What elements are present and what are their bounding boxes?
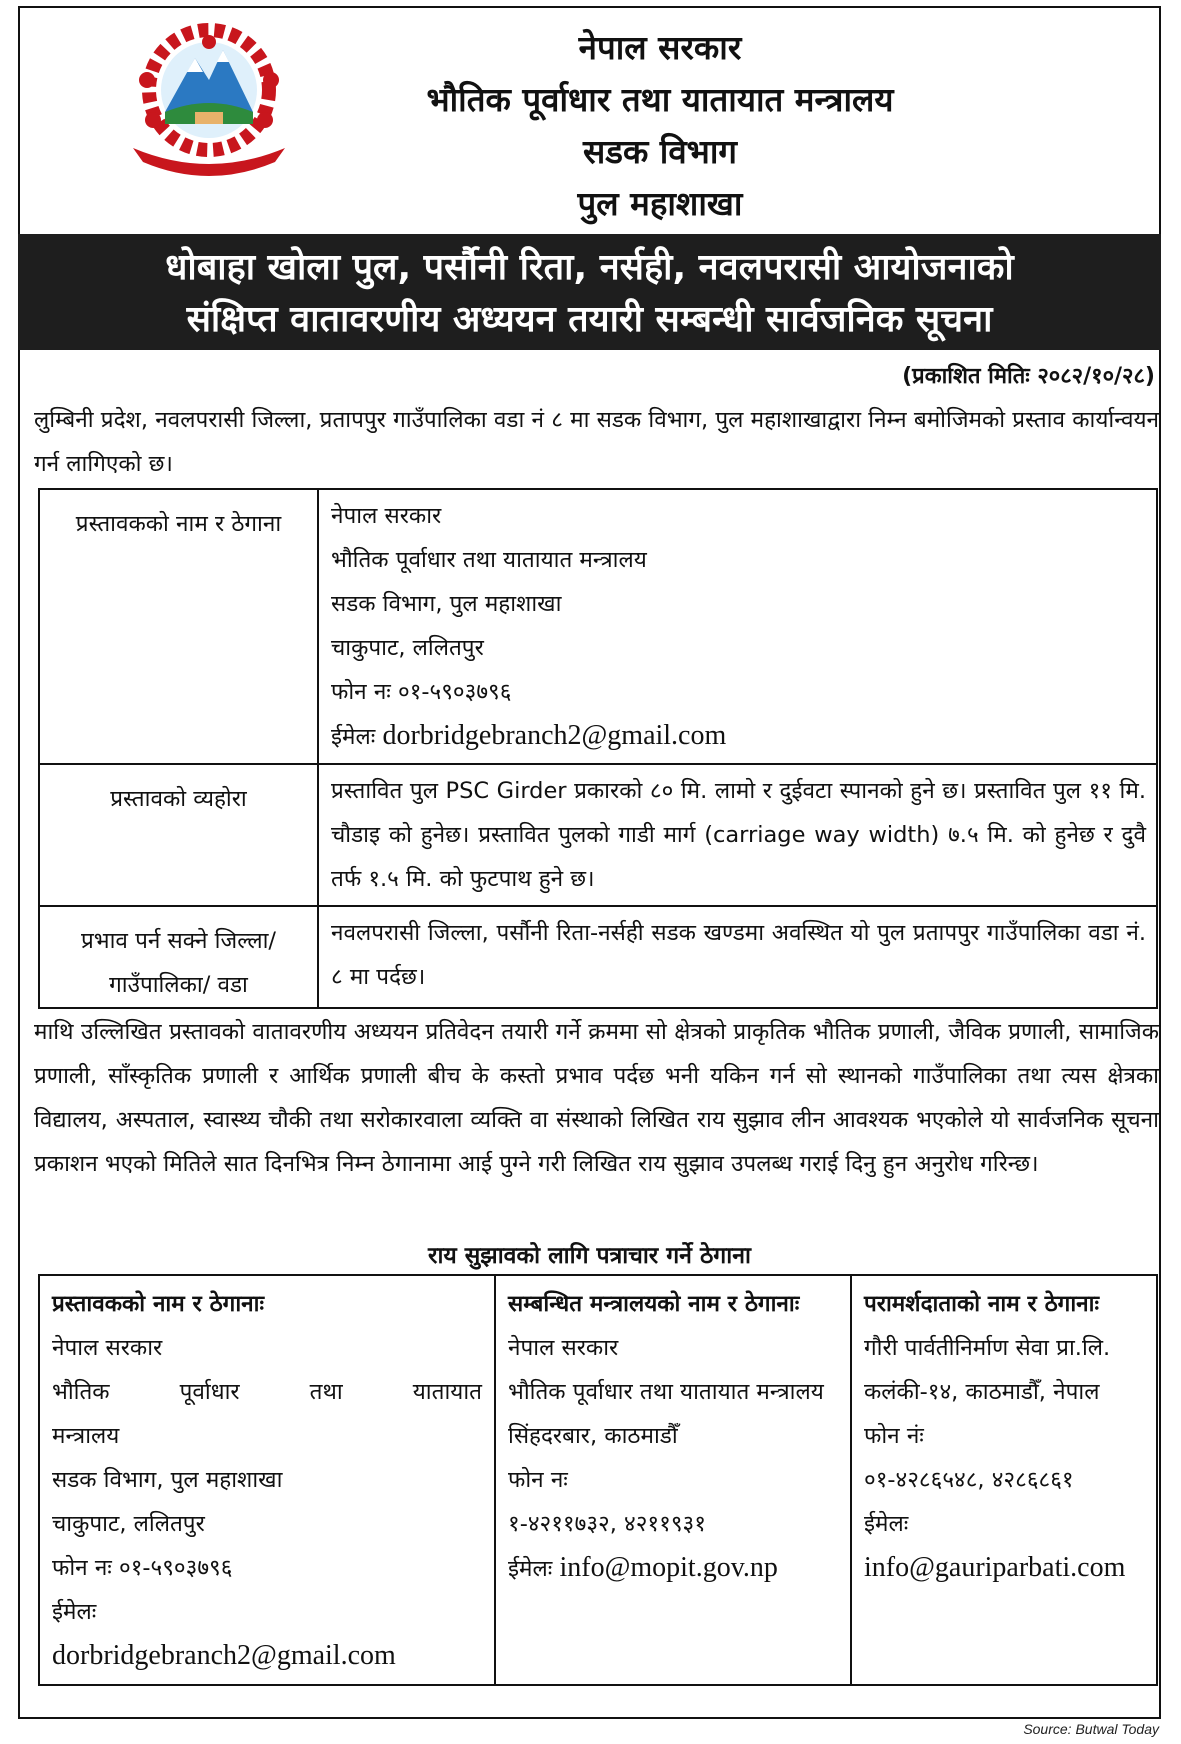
address-line: कलंकी-१४, काठमाडौँ, नेपाल (864, 1379, 1100, 1405)
proposal-info-table (38, 488, 1158, 1009)
header-government: नेपाल सरकार (578, 28, 742, 67)
email-label: ईमेलः (331, 724, 376, 750)
email-label: ईमेलः (864, 1511, 909, 1537)
affected-area-label-line-2: गाउँपालिका/ वडा (109, 972, 248, 998)
table-row (39, 906, 1157, 1008)
header-department: सडक विभाग (582, 132, 738, 171)
header-ministry: भौतिक पूर्वाधार तथा यातायात मन्त्रालय (426, 80, 894, 119)
address-line: फोन नः ०१-५९०३७९६ (52, 1555, 233, 1581)
address-line: फोन नंः (864, 1423, 924, 1449)
consultant-address-title: परामर्शदाताको नाम र ठेगानाः (864, 1291, 1100, 1317)
email-label: ईमेलः (508, 1556, 553, 1582)
address-line: सिंहदरबार, काठमाडौँ (508, 1423, 678, 1449)
address-line: भौतिक पूर्वाधार तथा यातायात मन्त्रालय (508, 1379, 824, 1405)
address-line: १-४२११७३२, ४२११९३१ (508, 1511, 706, 1537)
header-division: पुल महाशाखा (577, 184, 743, 223)
banner-line-2: संक्षिप्त वातावरणीय अध्ययन तयारी सम्बन्धी सार्वजनिक सूचना (186, 299, 993, 340)
address-line: नेपाल सरकार (52, 1335, 163, 1361)
affected-area-description: नवलपरासी जिल्ला, पर्सौनी रिता-नर्सही सडक खण्डमा अवस्थित यो पुल प्रतापपुर गाउँपालिका वडा नं. ८ मा पर्दछ। (318, 906, 1157, 1008)
proposer-email: dorbridgebranch2@gmail.com (382, 720, 727, 751)
notice-title-banner (18, 234, 1161, 350)
address-line: मन्त्रालय (52, 1423, 120, 1449)
ministry-email-line (508, 1546, 838, 1591)
consultant-email: info@gauriparbati.com (864, 1552, 1126, 1583)
address-line: फोन नः (508, 1467, 568, 1493)
address-word: भौतिक (52, 1379, 110, 1405)
address-line: गौरी पार्वतीनिर्माण सेवा प्रा.लि. (864, 1335, 1111, 1361)
ministry-address-title: सम्बन्धित मन्त्रालयको नाम र ठेगानाः (508, 1291, 800, 1317)
address-line: ०१-४२८६५४८, ४२८६८६१ (864, 1467, 1074, 1493)
email-label: ईमेलः (52, 1599, 97, 1625)
address-line: सडक विभाग, पुल महाशाखा (52, 1467, 283, 1493)
consultant-address-cell (851, 1275, 1157, 1685)
proposer-line: फोन नः ०१-५९०३७९६ (331, 679, 512, 705)
address-word: यातायात (412, 1379, 482, 1405)
proposal-description-label: प्रस्तावको व्यहोरा (39, 764, 318, 906)
proposer-details (318, 489, 1157, 764)
table-row (39, 1275, 1157, 1685)
request-paragraph: माथि उल्लिखित प्रस्तावको वातावरणीय अध्ययन प्रतिवेदन तयारी गर्ने क्रममा सो क्षेत्रको प्राकृतिक भौतिक प्रणाली, जैविक प्रणाली, सामाजिक प्रणाली, साँस्कृतिक प्रणाली र आर्थिक प्रणाली बीच के कस्तो प्रभाव पर्दछ भनी यकिन गर्न सो स्थानको गाउँपालिका तथा त्यस क्षेत्रका विद्यालय, अस्पताल, स्वास्थ्य चौकी तथा सरोकारवाला व्यक्ति वा संस्थाको लिखित राय सुझाव लीन आवश्यक भएकोले यो सार्वजनिक सूचना प्रकाशन भएको मितिले सात दिनभित्र निम्न ठेगानामा आई पुग्ने गरी लिखित राय सुझाव उपलब्ध गराई दिनु हुन अनुरोध गरिन्छ। (34, 1019, 1159, 1177)
proposer-line: भौतिक पूर्वाधार तथा यातायात मन्त्रालय (331, 547, 647, 573)
table-row (39, 489, 1157, 764)
proposal-description: प्रस्तावित पुल PSC Girder प्रकारको ८० मि. लामो र दुईवटा स्पानको हुने छ। प्रस्तावित पुल ११ मि. चौडाइ को हुनेछ। प्रस्तावित पुलको गाडी मार्ग (carriage way width) ७.५ मि. को हुनेछ र दुवै तर्फ १.५ मि. को फुटपाथ हुने छ। (318, 764, 1157, 906)
intro-paragraph: लुम्बिनी प्रदेश, नवलपरासी जिल्ला, प्रतापपुर गाउँपालिका वडा नं ८ मा सडक विभाग, पुल महाशाखाद्वारा निम्न बमोजिमको प्रस्ताव कार्यान्वयन गर्न लागिएको छ। (34, 407, 1159, 477)
proposer-email: dorbridgebranch2@gmail.com (52, 1640, 396, 1671)
ministry-address-cell (495, 1275, 851, 1685)
address-line: चाकुपाट, ललितपुर (52, 1511, 205, 1537)
proposer-email-line (331, 714, 1146, 759)
proposer-line: चाकुपाट, ललितपुर (331, 635, 484, 661)
banner-line-1: धोबाहा खोला पुल, पर्सौनी रिता, नर्सही, नवलपरासी आयोजनाको (165, 247, 1014, 288)
ministry-email: info@mopit.gov.np (559, 1552, 778, 1583)
address-word: तथा (309, 1379, 343, 1405)
proposer-address-cell (39, 1275, 495, 1685)
address-word: पूर्वाधार (179, 1379, 240, 1405)
address-heading: राय सुझावको लागि पत्राचार गर्ने ठेगाना (428, 1243, 751, 1269)
affected-area-label-line-1: प्रभाव पर्न सक्ने जिल्ला/ (80, 928, 277, 954)
publication-date: (प्रकाशित मितिः २०८२/१०/२८) (902, 364, 1155, 389)
proposer-label: प्रस्तावकको नाम र ठेगाना (39, 489, 318, 764)
proposer-address-title: प्रस्तावकको नाम र ठेगानाः (52, 1291, 265, 1317)
affected-area-label (39, 906, 318, 1008)
address-line: नेपाल सरकार (508, 1335, 619, 1361)
proposer-line: नेपाल सरकार (331, 503, 442, 529)
address-line (52, 1370, 482, 1414)
correspondence-address-table (38, 1274, 1158, 1686)
source-credit: Source: Butwal Today (1023, 1721, 1159, 1737)
proposer-line: सडक विभाग, पुल महाशाखा (331, 591, 562, 617)
table-row (39, 764, 1157, 906)
